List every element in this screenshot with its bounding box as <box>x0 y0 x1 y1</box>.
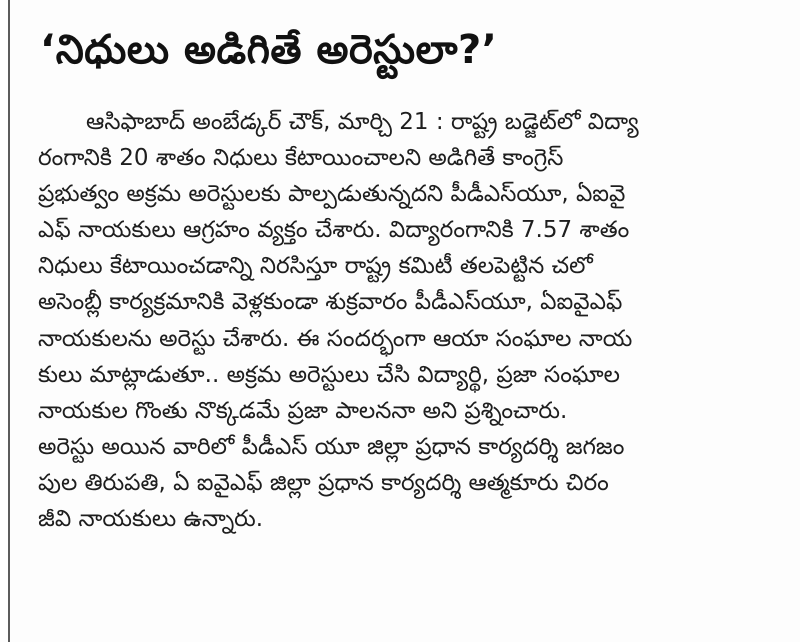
body-line: అరెస్టు అయిన వారిలో పీడీఎస్ యూ జిల్లా ప్రధాన కార్యదర్శి జగజం <box>38 433 625 460</box>
body-line: రంగానికి 20 శాతం నిధులు కేటాయించాలని అడిగితే కాంగ్రెస్ <box>38 145 564 172</box>
column-divider <box>8 0 10 642</box>
body-line: ఎఫ్ నాయకులు ఆగ్రహం వ్యక్తం చేశారు. విద్యారంగానికి 7.57 శాతం <box>38 217 630 244</box>
body-line: నాయకులను అరెస్టు చేశారు. ఈ సందర్భంగా ఆయా సంఘాల నాయ <box>38 325 633 352</box>
article-body <box>38 104 774 537</box>
body-line: నాయకుల గొంతు నొక్కడమే ప్రజా పాలననా అని ప్రశ్నించారు. <box>38 397 568 424</box>
body-line: జీవి నాయకులు ఉన్నారు. <box>38 506 264 533</box>
body-line: అసెంబ్లీ కార్యక్రమానికి వెళ్లకుండా శుక్రవారం పీడీఎస్‌యూ, ఏఐవైఎఫ్ <box>38 289 623 316</box>
next-article-fragment <box>40 618 780 642</box>
body-line: కులు మాట్లాడుతూ.. అక్రమ అరెస్టులు చేసి విద్యార్థి, ప్రజా సంఘాల <box>38 361 620 388</box>
body-line: పుల తిరుపతి, ఏ ఐవైఎఫ్ జిల్లా ప్రధాన కార్యదర్శి ఆత్మకూరు చిరం <box>38 469 609 496</box>
body-line: ప్రభుత్వం అక్రమ అరెస్టులకు పాల్పడుతున్నదని పీడీఎస్‌యూ, ఏఐవై <box>38 181 626 208</box>
article-headline: ‘నిధులు అడిగితే అరెస్టులా?’ <box>40 27 498 73</box>
body-line: ఆసిఫాబాద్ అంబేడ్కర్ చౌక్, మార్చి 21 : రాష్ట్ర బడ్జెట్‌లో విద్యా <box>86 109 639 135</box>
body-line: నిధులు కేటాయించడాన్ని నిరసిస్తూ రాష్ట్ర కమిటీ తలపెట్టిన చలో <box>38 253 593 280</box>
previous-article-fragment <box>40 0 240 6</box>
